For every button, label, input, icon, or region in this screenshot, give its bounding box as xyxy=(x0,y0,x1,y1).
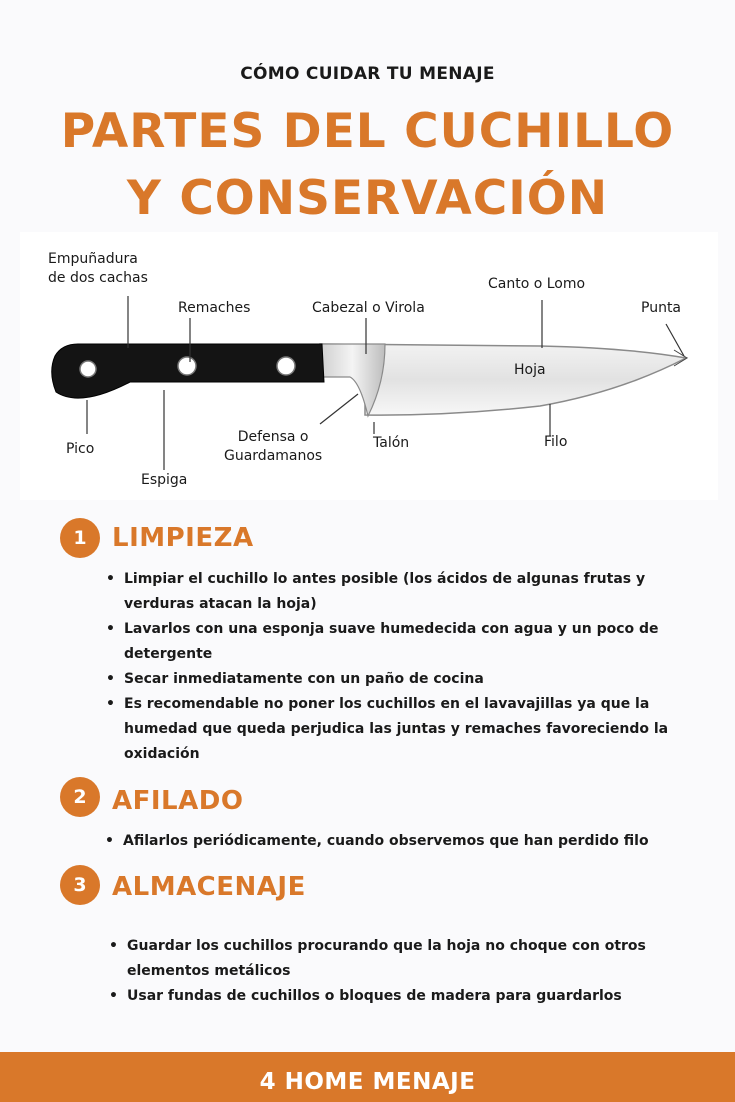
section-number-badge: 2 xyxy=(60,777,100,817)
list-item: • Afilarlos periódicamente, cuando observemos que han perdido filo xyxy=(123,829,713,854)
label-remaches: Remaches xyxy=(178,300,251,316)
label-pico: Pico xyxy=(66,441,95,457)
label-empunadura-line2: de dos cachas xyxy=(48,269,148,286)
kicker: CÓMO CUIDAR TU MENAJE xyxy=(240,64,495,84)
section-number-badge: 1 xyxy=(60,518,100,558)
section-title-limpieza: LIMPIEZA xyxy=(112,523,254,553)
label-defensa-line1: Defensa o xyxy=(237,429,309,445)
list-item: • Es recomendable no poner los cuchillos en el lavavajillas ya que la humedad que queda perjudica las juntas y remaches favoreciendo la oxidación xyxy=(124,692,694,767)
label-filo: Filo xyxy=(544,434,568,450)
limpieza-list xyxy=(124,567,694,767)
label-cabezal: Cabezal o Virola xyxy=(312,300,425,316)
section-title-almacenaje: ALMACENAJE xyxy=(112,872,306,902)
rivet-3 xyxy=(277,357,295,375)
label-defensa-line2: Guardamanos xyxy=(224,447,323,464)
label-hoja: Hoja xyxy=(514,362,546,378)
page-title-line-2: Y CONSERVACIÓN xyxy=(126,171,609,226)
almacenaje-list xyxy=(127,934,687,1009)
label-empunadura xyxy=(48,250,148,288)
label-empunadura-line1: Empuñadura xyxy=(48,251,138,267)
section-title-afilado: AFILADO xyxy=(112,786,244,816)
list-item: • Guardar los cuchillos procurando que la hoja no choque con otros elementos metálicos xyxy=(127,934,687,984)
list-item: • Secar inmediatamente con un paño de cocina xyxy=(124,667,694,692)
page-title-line-1: PARTES DEL CUCHILLO xyxy=(60,104,675,159)
rivet-1 xyxy=(80,361,96,377)
label-espiga: Espiga xyxy=(141,472,188,488)
section-number-badge: 3 xyxy=(60,865,100,905)
list-item: • Usar fundas de cuchillos o bloques de madera para guardarlos xyxy=(127,984,687,1009)
afilado-list xyxy=(123,829,713,854)
label-canto: Canto o Lomo xyxy=(488,276,586,292)
footer-brand: 4 HOME MENAJE xyxy=(0,1052,735,1102)
rivet-2 xyxy=(178,357,196,375)
list-item: • Limpiar el cuchillo lo antes posible (los ácidos de algunas frutas y verduras atacan la hoja) xyxy=(124,567,694,617)
label-punta: Punta xyxy=(641,300,682,316)
label-talon: Talón xyxy=(373,435,410,451)
label-defensa xyxy=(224,428,322,466)
knife-diagram xyxy=(20,232,718,500)
list-item: • Lavarlos con una esponja suave humedecida con agua y un poco de detergente xyxy=(124,617,694,667)
